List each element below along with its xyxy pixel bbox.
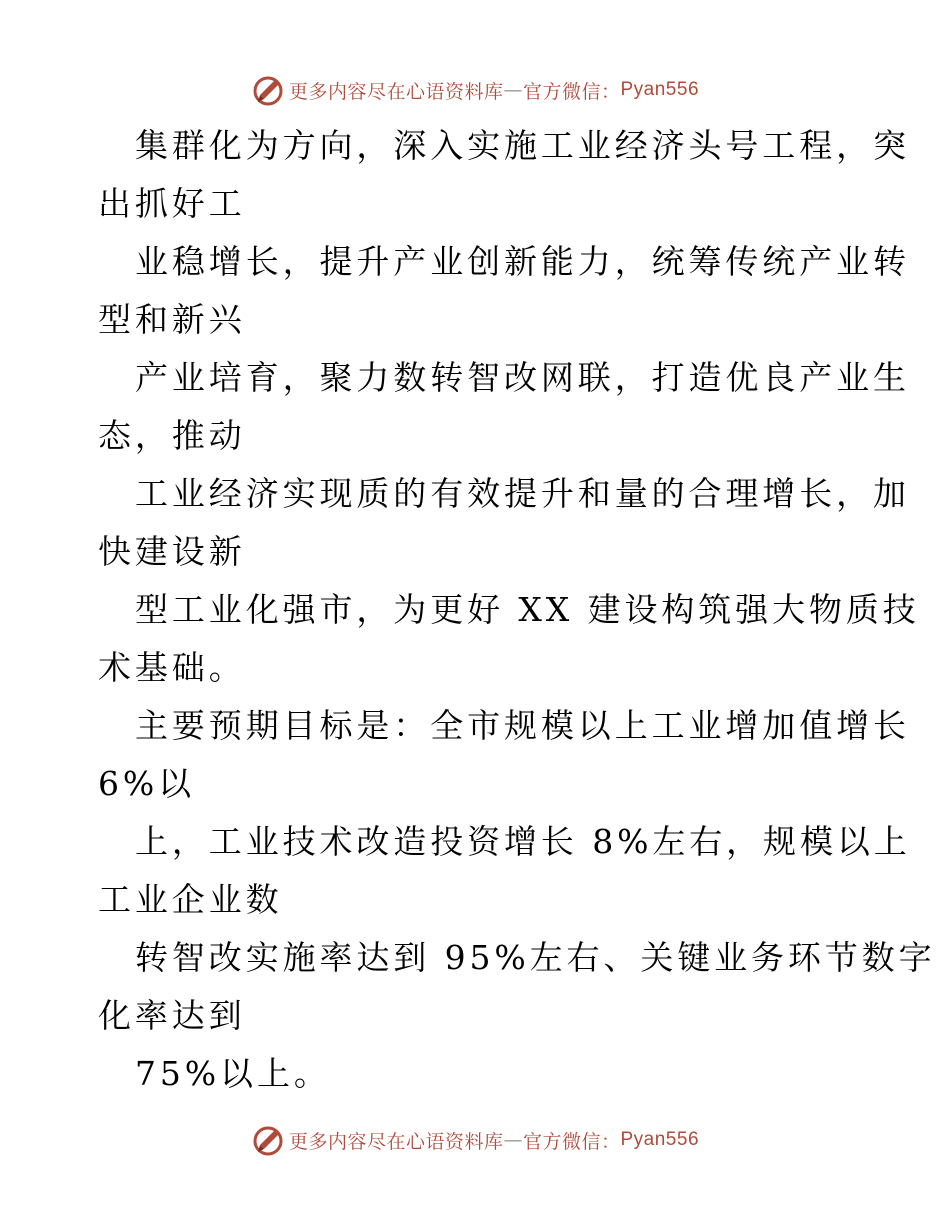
text-line: 6%以 xyxy=(98,764,196,803)
body-text xyxy=(98,117,936,1103)
text-line: 术基础。 xyxy=(98,648,246,687)
text-line: 集群化为方向，深入实施工业经济头号工程，突 xyxy=(135,126,910,165)
text-line: 上，工业技术改造投资增长 8%左右，规模以上 xyxy=(135,822,911,861)
header-wechat-id: Pyan556 xyxy=(620,79,700,100)
text-line: 工业企业数 xyxy=(98,880,283,919)
text-line: 工业经济实现质的有效提升和量的合理增长，加 xyxy=(135,474,910,513)
pen-circle-logo-icon xyxy=(251,73,285,107)
footer-site-name: 更多内容尽在心语资料库 xyxy=(288,1130,504,1153)
text-line: 型和新兴 xyxy=(98,300,246,339)
footer-watermark xyxy=(0,1120,950,1160)
footer-wechat-label: 官方微信： xyxy=(522,1130,621,1153)
footer-wechat-id: Pyan556 xyxy=(620,1129,700,1150)
footer-separator: — xyxy=(503,1129,523,1151)
text-line: 转智改实施率达到 95%左右、关键业务环节数字 xyxy=(135,938,936,977)
text-line: 75%以上。 xyxy=(135,1054,331,1093)
text-line: 业稳增长，提升产业创新能力，统筹传统产业转 xyxy=(135,242,910,281)
text-line: 主要预期目标是：全市规模以上工业增加值增长 xyxy=(135,706,910,745)
text-line: 产业培育，聚力数转智改网联，打造优良产业生 xyxy=(135,358,910,397)
text-line: 出抓好工 xyxy=(98,184,246,223)
header-separator: — xyxy=(503,79,523,101)
text-line: 型工业化强市，为更好 XX 建设构筑强大物质技 xyxy=(135,590,920,629)
text-line: 态，推动 xyxy=(98,416,246,455)
pen-circle-logo-icon xyxy=(251,1123,285,1157)
text-line: 快建设新 xyxy=(98,532,246,571)
text-line: 化率达到 xyxy=(98,996,246,1035)
header-watermark xyxy=(0,70,950,110)
header-wechat-label: 官方微信： xyxy=(522,80,621,103)
header-site-name: 更多内容尽在心语资料库 xyxy=(288,80,504,103)
